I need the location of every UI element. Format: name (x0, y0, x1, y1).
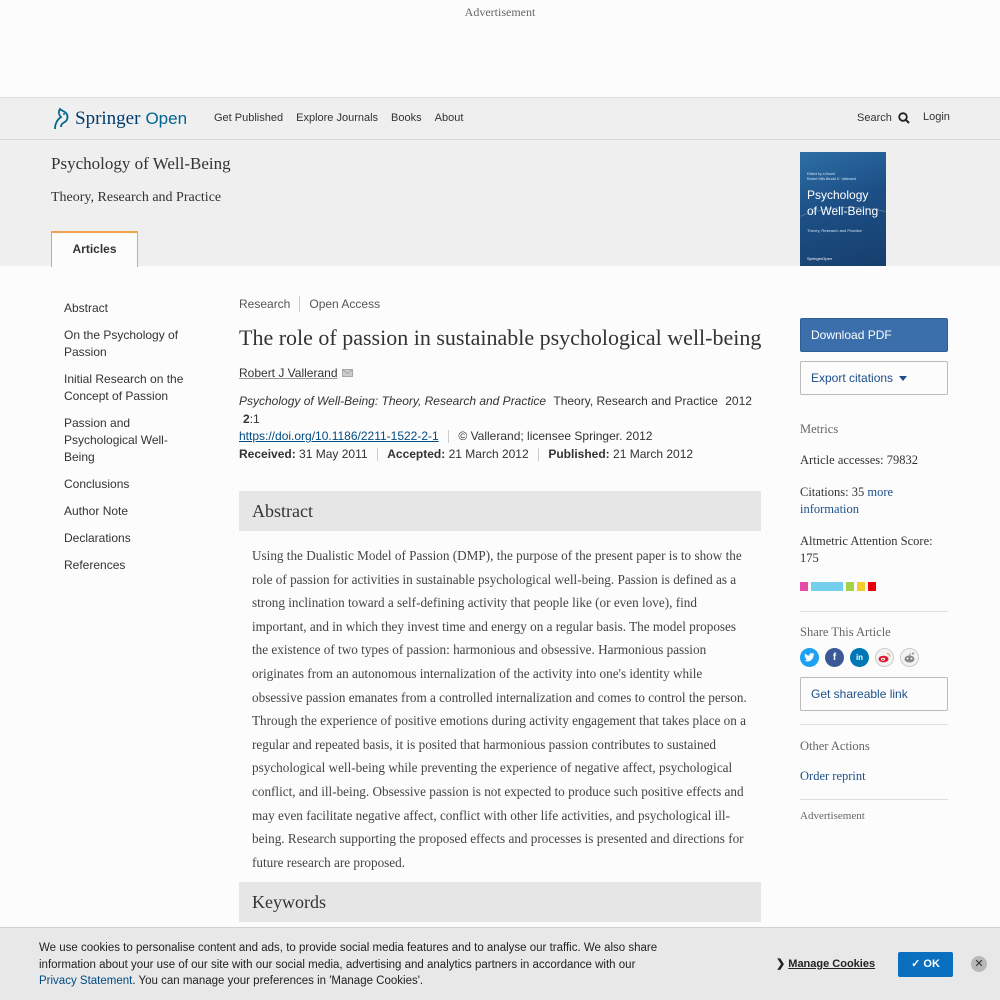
share-heading: Share This Article (800, 625, 891, 639)
journal-cover-image[interactable] (800, 152, 886, 266)
keywords-heading[interactable]: Keywords (239, 882, 761, 922)
manage-cookies-label: Manage Cookies (788, 958, 876, 970)
citations-count: Citations: 35 (800, 485, 865, 499)
toc-declarations[interactable]: Declarations (64, 531, 131, 545)
copyright-text: © Vallerand; licensee Springer. 2012 (458, 429, 653, 443)
cookie-text-part2: . You can manage your preferences in 'Manage Cookies'. (132, 975, 424, 987)
springer-open-logo[interactable] (51, 106, 187, 132)
privacy-statement-link[interactable]: Privacy Statement (39, 975, 133, 987)
toc-initial-research[interactable]: Initial Research on the Concept of Passion (64, 372, 184, 403)
abstract-text: Using the Dualistic Model of Passion (DMP), the purpose of the present paper is to show the role of passion for activities in sustainable psychological well-being. Passion is defined as a strong inclination toward a self-defining activity that people like (or even love), find important, and in which they invest time and energy on a regular basis. The model proposes the existence of two types of passion: harmonious and obsessive. Harmonious passion originates from an autonomous internalization of the activity into one's identity while obsessive passion emanates from a controlled internalization and comes to control the person. Through the experience of positive emotions during activity engagement that takes place on a regular and repeated basis, it is posited that harmonious passion contributes to sustained psychological well-being while preventing the experience of negative affect, psychological conflict, and ill-being. Obsessive passion is not expected to produce such positive effects and may even facilitate negative affect, conflict with other life activities, and psychological ill-being. Research supporting the proposed effects and processes is presented and directions for future research are proposed. (252, 548, 747, 870)
cover-subtitle: Theory, Research and Practice (807, 228, 862, 233)
get-shareable-link-button[interactable]: Get shareable link (800, 677, 948, 711)
chevron-right-icon: ❯ (776, 958, 786, 970)
abstract-heading[interactable]: Abstract (239, 491, 761, 531)
cookie-ok-button[interactable]: ✓ OK (898, 952, 953, 977)
received-date: 31 May 2011 (299, 446, 368, 461)
sidebar-divider (800, 799, 948, 800)
cookie-text (39, 940, 659, 990)
reddit-icon[interactable] (900, 648, 919, 667)
author-line (239, 366, 761, 380)
date-divider (377, 448, 378, 461)
login-link[interactable]: Login (923, 111, 950, 123)
nav-get-published[interactable]: Get Published (214, 112, 284, 124)
journal-title[interactable]: Psychology of Well-Being (51, 154, 231, 173)
altmetric-score[interactable]: Altmetric Attention Score: 175 (800, 534, 933, 565)
citation-volume: 2 (243, 411, 250, 426)
doi-divider (448, 430, 449, 443)
accepted-label: Accepted: (387, 446, 446, 461)
search-label: Search (857, 112, 892, 124)
journal-banner (0, 140, 1000, 266)
published-label: Published: (548, 446, 610, 461)
toc-author-note[interactable]: Author Note (64, 504, 129, 518)
doi-link[interactable]: https://doi.org/10.1186/2211-1522-2-1 (239, 429, 439, 443)
article-sidebar (800, 318, 948, 822)
citations-info (800, 484, 948, 518)
toc-conclusions[interactable]: Conclusions (64, 477, 130, 491)
main-nav (214, 112, 463, 124)
citation-issue: :1 (249, 411, 260, 426)
published-date: 21 March 2012 (613, 446, 694, 461)
citations-more-link[interactable]: more information (800, 485, 894, 516)
toc-references[interactable]: References (64, 558, 126, 572)
article-accesses[interactable]: Article accesses: 79832 (800, 453, 919, 467)
sidebar-divider (800, 724, 948, 725)
export-citations-button[interactable] (800, 361, 948, 395)
author-name[interactable]: Robert J Vallerand (239, 366, 338, 380)
citation-line (239, 393, 761, 428)
journal-name-italic: Psychology of Well-Being: Theory, Research and Practice (239, 394, 547, 408)
sidebar-advertisement-label: Advertisement (800, 810, 865, 822)
facebook-icon[interactable]: f (825, 648, 844, 667)
article-title: The role of passion in sustainable psychological well-being (239, 325, 762, 350)
accepted-date: 21 March 2012 (448, 446, 529, 461)
sidebar-divider (800, 611, 948, 612)
weibo-icon[interactable] (875, 648, 894, 667)
citation-year: 2012 (725, 394, 752, 408)
top-advertisement (0, 0, 1000, 97)
date-divider (538, 448, 539, 461)
received-label: Received: (239, 446, 296, 461)
toc-abstract[interactable]: Abstract (64, 301, 109, 315)
metrics-heading: Metrics (800, 422, 839, 436)
nav-explore-journals[interactable]: Explore Journals (296, 112, 379, 124)
twitter-icon[interactable] (800, 648, 819, 667)
article-type-label: Research (239, 297, 291, 311)
open-access-label: Open Access (309, 297, 381, 311)
journal-name-plain: Theory, Research and Practice (553, 394, 718, 408)
cookie-text-part1: We use cookies to personalise content and ads, to provide social media features and to analyse our traffic. We also share information about your use of our site with our social media, advertising and analytics partners in accordance with our (39, 942, 658, 971)
article-type (239, 296, 761, 312)
dates-line (239, 446, 761, 464)
linkedin-icon[interactable]: in (850, 648, 869, 667)
logo-open-text: Open (145, 109, 188, 128)
journal-subtitle: Theory, Research and Practice (51, 190, 222, 205)
caret-down-icon (899, 376, 907, 381)
altmetric-bar[interactable] (800, 582, 948, 591)
search-button[interactable] (857, 112, 910, 124)
cookie-banner (0, 927, 1000, 1000)
cover-publisher: SpringerOpen (807, 256, 832, 261)
share-icons (800, 648, 948, 667)
nav-books[interactable]: Books (391, 112, 422, 124)
citation-meta (239, 393, 761, 463)
download-pdf-button[interactable]: Download PDF (800, 318, 948, 352)
other-actions-heading: Other Actions (800, 739, 870, 753)
tab-articles[interactable]: Articles (51, 231, 138, 267)
nav-about[interactable]: About (434, 112, 464, 124)
doi-line (239, 428, 761, 446)
cover-title: Psychology of Well-Being (807, 188, 879, 218)
manage-cookies-link[interactable] (776, 957, 875, 970)
advertisement-label: Advertisement (464, 5, 536, 19)
springer-horse-icon (51, 107, 71, 131)
close-icon[interactable]: ✕ (971, 956, 987, 972)
email-icon[interactable] (342, 369, 353, 377)
logo-springer-text: Springer (75, 108, 141, 129)
cover-editors: Edited by a Board Robert Hills Bicalci E. Vallerand (807, 172, 856, 181)
type-divider (299, 296, 300, 312)
article-main (239, 296, 761, 874)
search-icon (898, 112, 910, 124)
toc-passion-well-being[interactable]: Passion and Psychological Well-Being (64, 416, 168, 464)
toc-psychology-of-passion[interactable]: On the Psychology of Passion (64, 328, 179, 359)
article-toc (64, 300, 194, 584)
site-header (0, 97, 1000, 140)
order-reprint-link[interactable]: Order reprint (800, 769, 866, 783)
export-citations-label: Export citations (811, 371, 894, 385)
